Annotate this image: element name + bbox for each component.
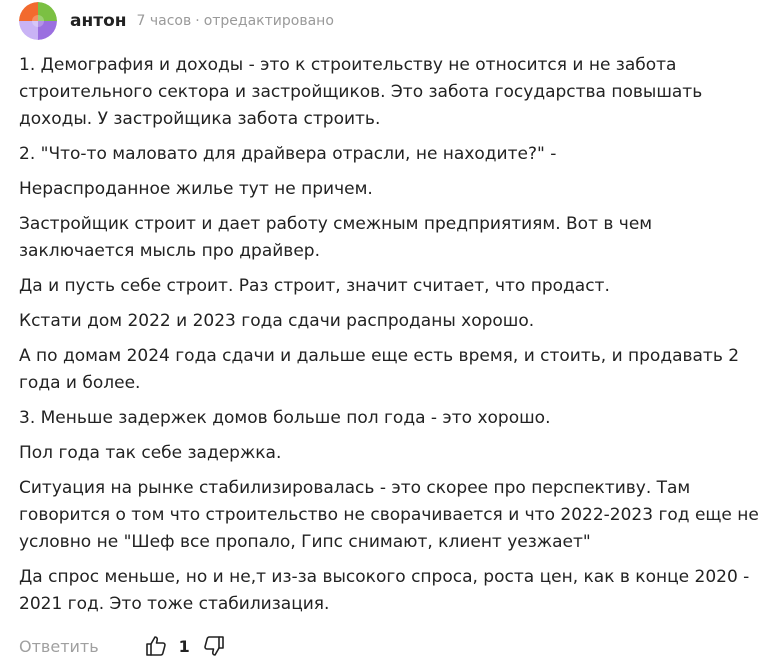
meta-separator: · <box>195 13 200 29</box>
thumbs-up-icon <box>144 634 168 658</box>
comment-paragraph: 1. Демография и доходы - это к строительству не относится и не забота строительного сектора и застройщиков. Это забота государства повышать доходы. У застройщика забота строить. <box>19 55 708 129</box>
comment-paragraph: 2. "Что-то маловато для драйвера отрасли, не находите?" - <box>19 144 557 164</box>
avatar[interactable] <box>19 2 57 40</box>
comment-paragraph: А по домам 2024 года сдачи и дальше еще есть время, и стоить, и продавать 2 года и более. <box>19 346 745 393</box>
dislike-button[interactable] <box>202 634 226 658</box>
comment-time: 7 часов <box>136 13 192 29</box>
reply-button[interactable]: Ответить <box>19 636 99 656</box>
comment-actions <box>19 632 226 660</box>
comment-paragraph: Да спрос меньше, но и не,т из-за высокого спроса, роста цен, как в конце 2020 - 2021 год. Это тоже стабилизация. <box>19 567 755 614</box>
comment-paragraph: Застройщик строит и дает работу смежным предприятиям. Вот в чем заключается мысль про драйвер. <box>19 214 658 261</box>
comment-paragraph: Да и пусть себе строит. Раз строит, значит считает, что продаст. <box>19 276 610 296</box>
author-name[interactable]: антон <box>70 11 127 31</box>
avatar-image <box>19 2 57 40</box>
like-button[interactable] <box>144 634 168 658</box>
like-count: 1 <box>178 636 190 656</box>
edited-label: отредактировано <box>203 13 334 29</box>
comment-paragraph: Пол года так себе задержка. <box>19 443 282 463</box>
comment-header <box>19 2 334 40</box>
comment-body <box>19 52 767 626</box>
comment-paragraph: Кстати дом 2022 и 2023 года сдачи распроданы хорошо. <box>19 311 535 331</box>
comment-paragraph: Ситуация на рынке стабилизировалась - это скорее про перспективу. Там говорится о том что строительство не сворачивается и что 2022-2023 год еще не условно не "Шеф все пропало, Гипс снимают, клиент уезжает" <box>19 478 765 552</box>
comment-paragraph: Нераспроданное жилье тут не причем. <box>19 179 373 199</box>
comment-paragraph: 3. Меньше задержек домов больше пол года - это хорошо. <box>19 408 551 428</box>
comment-meta <box>137 13 334 29</box>
thumbs-down-icon <box>202 634 226 658</box>
